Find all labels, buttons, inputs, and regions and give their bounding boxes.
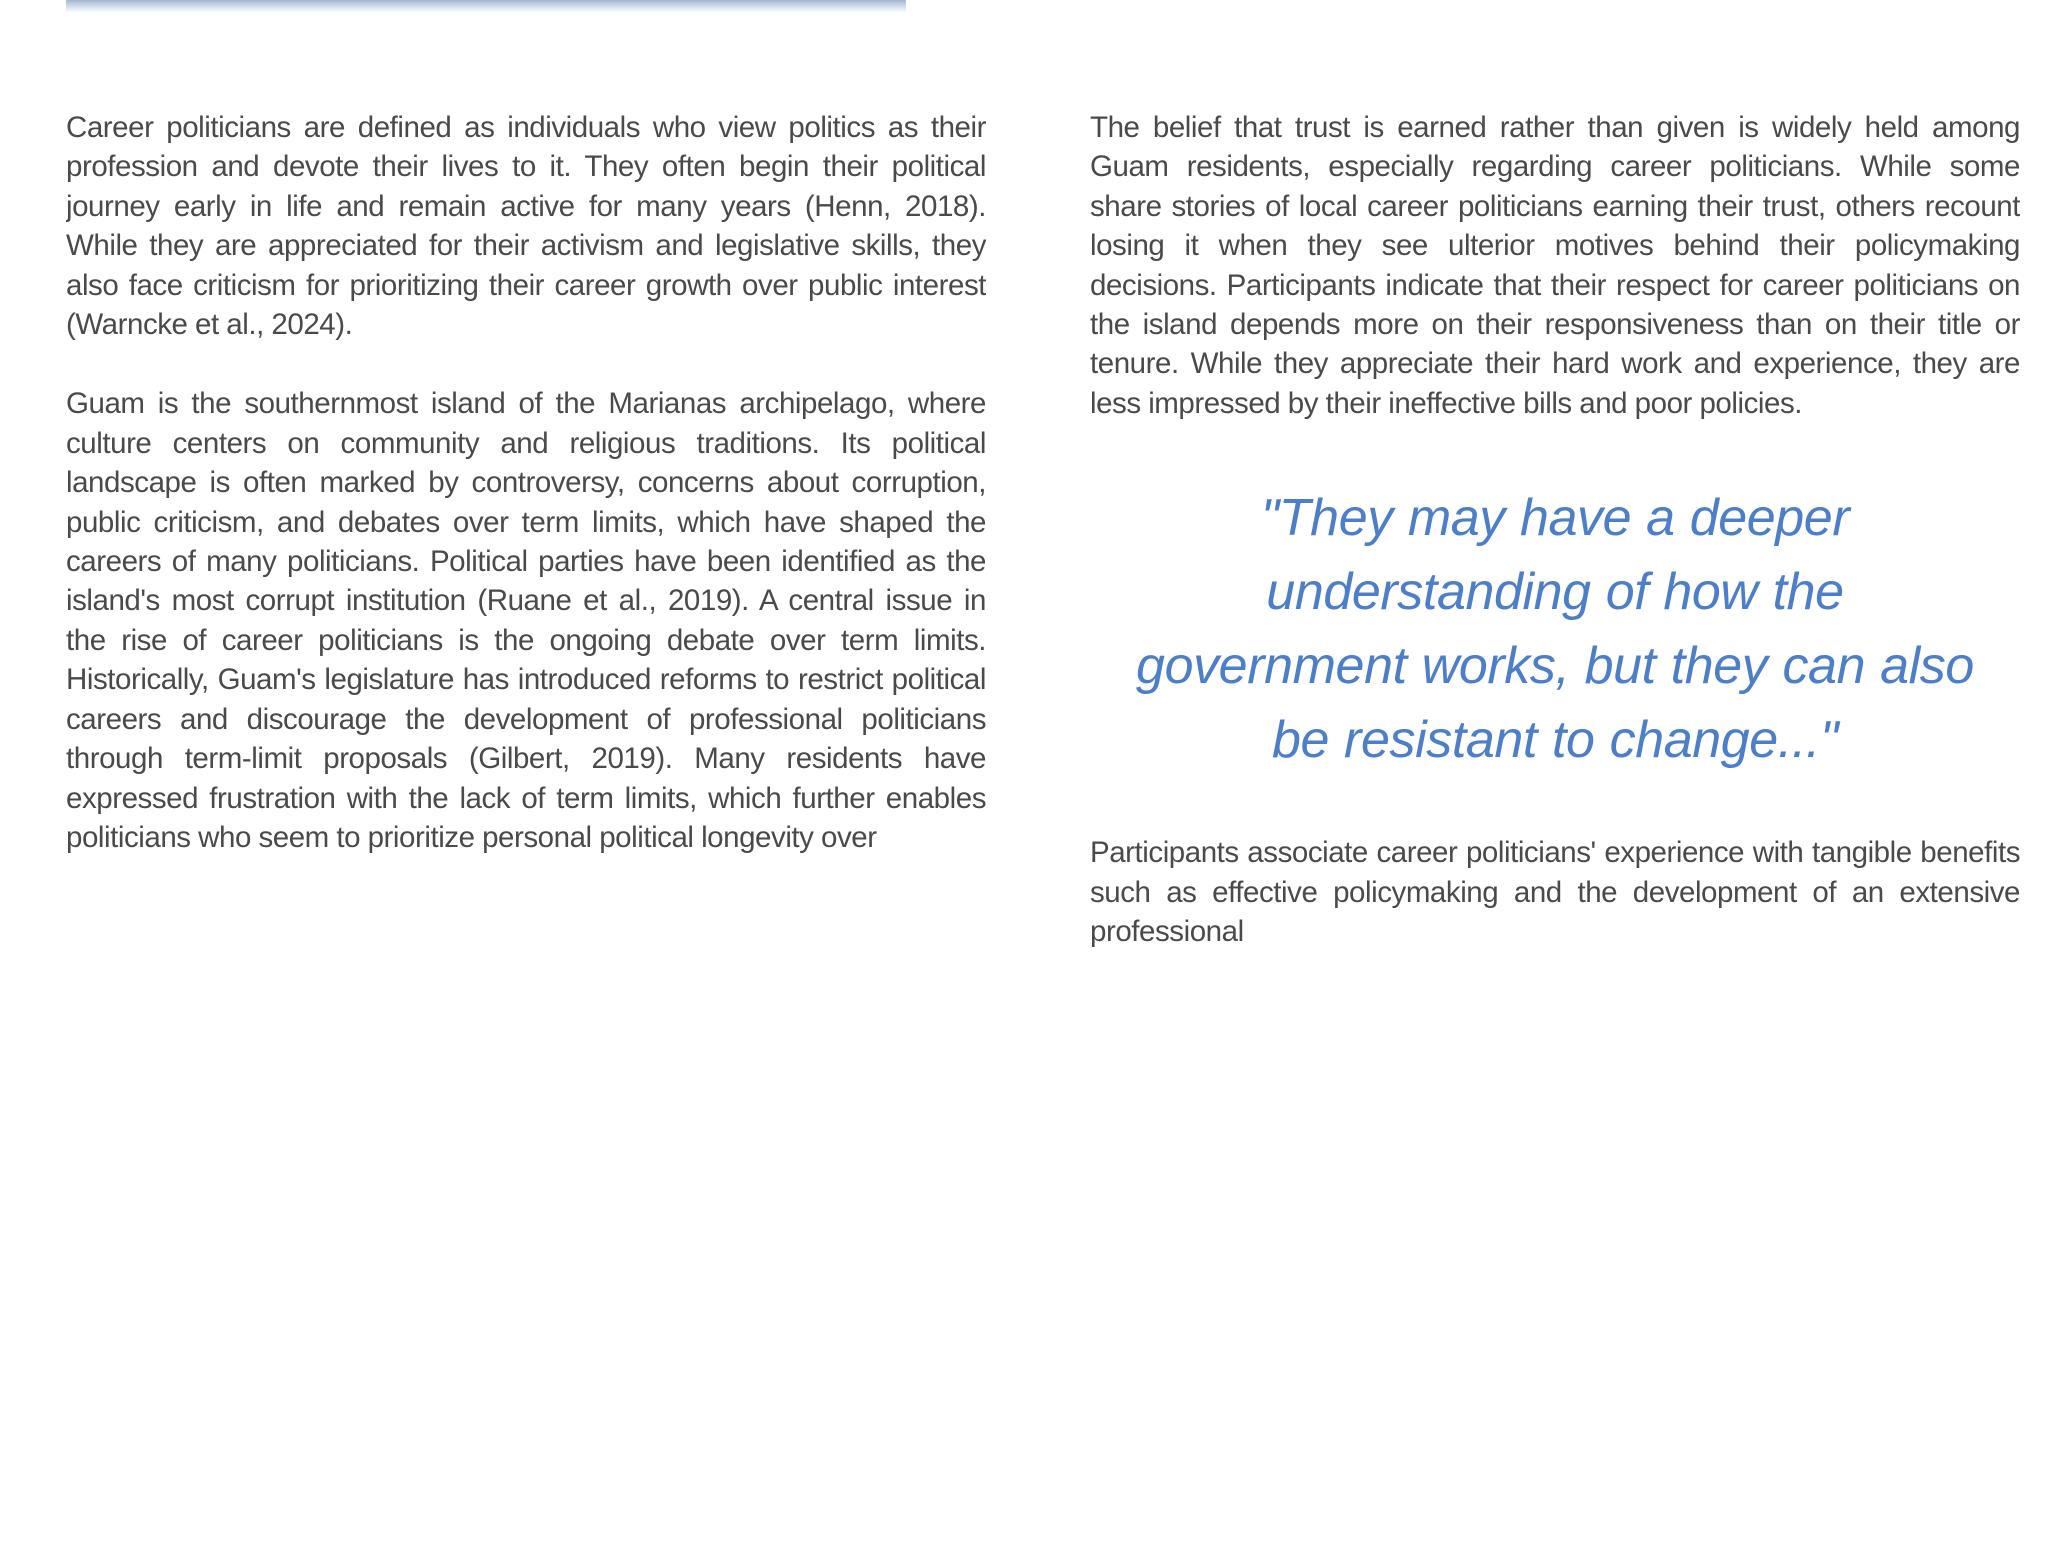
paragraph: Career politicians are defined as individuals who view politics as their profession and devote their lives to it. They often begin their political journey early in life and remain active for many years (Henn, 2018). While they are appreciated for their activism and legislative skills, they also face criticism for prioritizing their career growth over public interest (Warncke et al., 2024). [66, 111, 986, 342]
right-text-column [1090, 108, 2020, 1548]
pull-quote: "They may have a deeper understanding of how the government works, but they can also be resistant to change..." [1136, 489, 1974, 770]
paragraph: Guam is the southernmost island of the Marianas archipelago, where culture centers on community and religious traditions. Its political landscape is often marked by controversy, concerns about corruption, public criticism, and debates over term limits, which have shaped the careers of many politicians. Political parties have been identified as the island's most corrupt institution (Ruane et al., 2019). A central issue in the rise of career politicians is the ongoing debate over term limits. Historically, Guam's legislature has introduced reforms to restrict political careers and discourage the development of professional politicians through term-limit proposals (Gilbert, 2019). Many residents have expressed frustration with the lack of term limits, which further enables politicians who seem to prioritize personal political longevity over [66, 387, 986, 854]
horizontal-rule [66, 0, 906, 13]
left-text-column [66, 108, 986, 1548]
paragraph: Participants associate career politicians' experience with tangible benefits such as effective policymaking and the development of an extensive professional [1090, 836, 2020, 949]
paragraph: The belief that trust is earned rather than given is widely held among Guam residents, especially regarding career politicians. While some share stories of local career politicians earning their trust, others recount losing it when they see ulterior motives behind their policymaking decisions. Participants indicate that their respect for career politicians on the island depends more on their responsiveness than on their title or tenure. While they appreciate their hard work and experience, they are less impressed by their ineffective bills and poor policies. [1090, 111, 2020, 420]
